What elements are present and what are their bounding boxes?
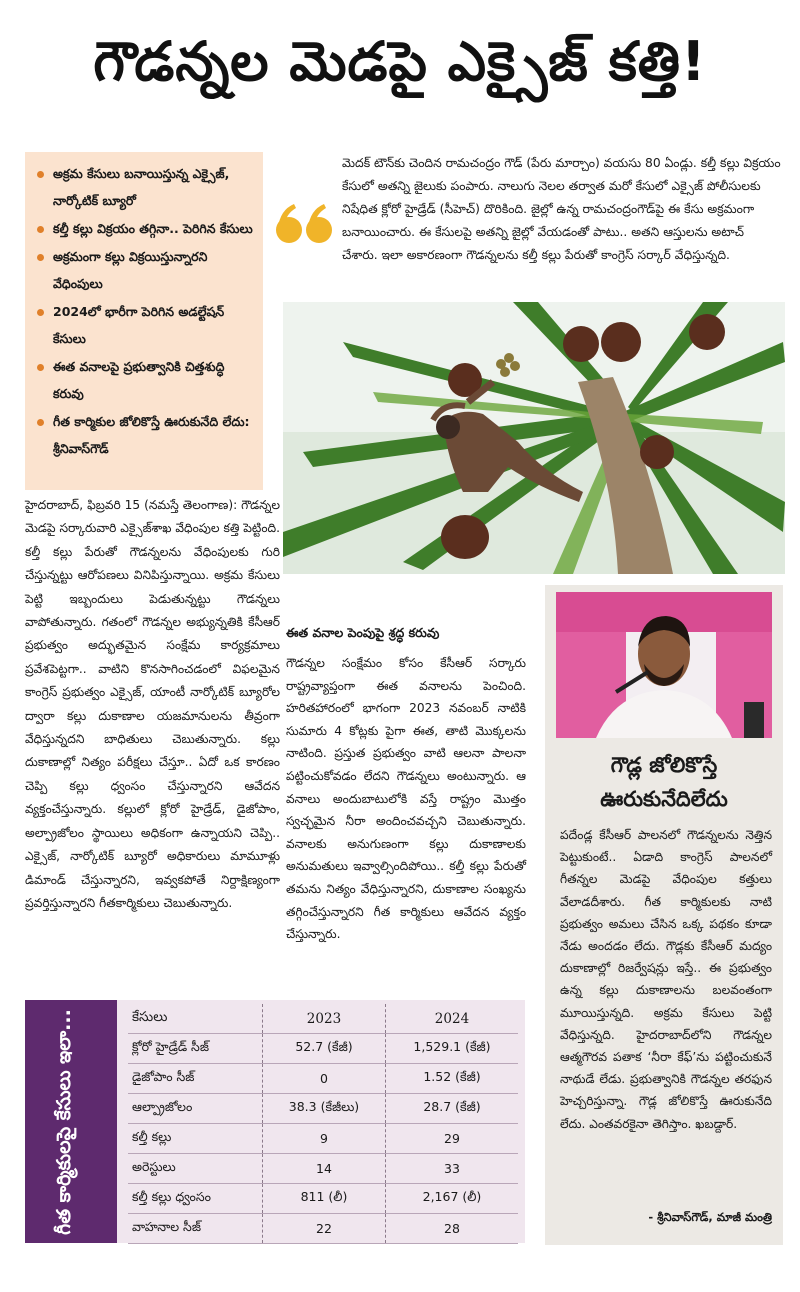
quote-text: మెదక్ టౌన్‌కు చెందిన రామచంద్రం గౌడ్ (పేరు మార్చాం) వయసు 80 ఏండ్లు. కల్తీ కల్లు విక్రయం కేసులో అతన్ని జైలుకు పంపారు. నాలుగు నెలల తర్వాత మరో కేసులో ఎక్సైజ్ పోలీసులకు నిషేధిత క్లోరో హైడ్రేడ్ (సీహెచ్) దొరికింది. జైల్లో ఉన్న రామచంద్రంగౌడ్‌పై ఈ కేసు అక్రమంగా బనాయించారు. ఈ కేసులపై అతన్ని జైల్లో వేయడంతో పాటు.. అతని ఆస్తులను అటాచ్ చేశారు. ఇలా అకారణంగా గౌడన్నలను కల్తీ కల్లు పేరుతో కాంగ్రెస్ సర్కార్ వేధిస్తున్నది. bbox=[342, 156, 781, 262]
table-cell: అరెస్టులు bbox=[128, 1154, 263, 1184]
subheading: ఈత వనాల పెంపుపై శ్రద్ధ కరువు bbox=[286, 625, 440, 640]
table-cell: 28 bbox=[385, 1214, 518, 1244]
stats-label: గీత కార్మికులపై కేసులు ఇలా... bbox=[53, 1009, 75, 1235]
table-cell: 2,167 (లీ) bbox=[385, 1184, 518, 1214]
table-cell: 811 (లీ) bbox=[263, 1184, 386, 1214]
bullet-icon bbox=[37, 171, 44, 178]
highlight-item: గీత కార్మికుల జోలికొస్తే ఊరుకునేది లేదు: శ్రీనివాస్‌గౌడ్ bbox=[35, 408, 257, 462]
table-cell: 29 bbox=[385, 1124, 518, 1154]
column-header: 2024 bbox=[385, 1004, 518, 1034]
bullet-icon bbox=[37, 419, 44, 426]
quote-marks-icon bbox=[272, 198, 336, 248]
table-row bbox=[128, 1094, 518, 1124]
table-cell: 1.52 (కేజీ) bbox=[385, 1064, 518, 1094]
bullet-icon bbox=[37, 254, 44, 261]
table-cell: కల్తీ కల్లు ధ్వంసం bbox=[128, 1184, 263, 1214]
column-header: కేసులు bbox=[128, 1004, 263, 1034]
stats-table bbox=[128, 1004, 518, 1244]
highlight-item: అక్రమ కేసులు బనాయిస్తున్న ఎక్సైజ్, నార్కోటిక్ బ్యూరో bbox=[35, 160, 257, 214]
table-cell: 14 bbox=[263, 1154, 386, 1184]
table-cell: 22 bbox=[263, 1214, 386, 1244]
side-box-text: పదేండ్ల కేసీఆర్ పాలనలో గౌడన్నలను నెత్తిన పెట్టుకుంటే.. ఏడాది కాంగ్రెస్ పాలనలో గీతన్నల మెడపై వేధింపుల కత్తులు వేలాడదీశారు. గీత కార్మికులకు నాటి ప్రభుత్వం అమలు చేసిన ఒక్క పథకం కూడా నేడు అందడం లేదు. గౌడ్లకు కేసీఆర్ మద్యం దుకాణాల్లో రిజర్వేషన్లు ఇస్తే.. ఈ ప్రభుత్వం ఉన్న కల్లు దుకాణాలను బలవంతంగా మూయిస్తున్నది. అక్రమ కేసులు పెట్టి వేధిస్తున్నది. హైదరాబాద్‌లోని గౌడన్నల ఆత్మగౌరవ పతాక ‘నీరా కేఫ్’ను పట్టించుకునే నాథుడే లేడు. ప్రభుత్వానికి గౌడన్నల తరఫున హెచ్చరిస్తున్నా. గౌడ్ల జోలికొస్తే ఊరుకునేది లేదు. ఎంతవరకైనా తెగిస్తాం. ఖబడ్దార్. bbox=[560, 828, 772, 1131]
table-cell: 0 bbox=[263, 1064, 386, 1094]
table-row bbox=[128, 1154, 518, 1184]
side-box-title: గౌడ్ల జోలికొస్తే ఊరుకునేదిలేదు bbox=[600, 753, 728, 811]
table-cell: ఆల్ప్రాజోలం bbox=[128, 1094, 263, 1124]
highlights-box bbox=[25, 152, 263, 490]
table-cell: 33 bbox=[385, 1154, 518, 1184]
table-cell: 28.7 (కేజీ) bbox=[385, 1094, 518, 1124]
table-cell: కల్తీ కల్లు bbox=[128, 1124, 263, 1154]
table-row bbox=[128, 1034, 518, 1064]
speaker-portrait bbox=[556, 592, 772, 738]
table-cell: 38.3 (కేజీలు) bbox=[263, 1094, 386, 1124]
table-row bbox=[128, 1214, 518, 1244]
table-row bbox=[128, 1184, 518, 1214]
table-cell: 1,529.1 (కేజీ) bbox=[385, 1034, 518, 1064]
palm-climber-photo bbox=[283, 302, 785, 574]
highlight-item: 2024లో భారీగా పెరిగిన అడల్టేషన్ కేసులు bbox=[35, 298, 257, 352]
bullet-icon bbox=[37, 364, 44, 371]
highlight-item: అక్రమంగా కల్లు విక్రయిస్తున్నారని వేధింపులు bbox=[35, 243, 257, 297]
table-cell: వాహనాల సీజ్ bbox=[128, 1214, 263, 1244]
table-row bbox=[128, 1064, 518, 1094]
table-cell: 9 bbox=[263, 1124, 386, 1154]
bullet-icon bbox=[37, 226, 44, 233]
table-cell: 52.7 (కేజీ) bbox=[263, 1034, 386, 1064]
side-box-signature: - శ్రీనివాస్‌గౌడ్, మాజీ మంత్రి bbox=[648, 1210, 772, 1224]
bullet-icon bbox=[37, 309, 44, 316]
article-body-col2: గౌడన్నల సంక్షేమం కోసం కేసీఆర్ సర్కారు రాష్ట్రవ్యాప్తంగా ఈత వనాలను పెంచింది. హరితహారంలో భాగంగా 2023 నవంబర్ నాటికి సుమారు 4 కోట్లకు పైగా ఈత, తాటి మొక్కలను నాటింది. ప్రస్తుత ప్రభుత్వం వాటి ఆలనా పాలనా పట్టించుకోవడం లేదని గౌడన్నలు అంటున్నారు. ఆ వనాలు అందుబాటులోకి వస్తే రాష్ట్రం మొత్తం స్వచ్ఛమైన నీరా అందించవచ్చని చెబుతున్నారు. వనాలకు అనుగుణంగా కల్లు దుకాణాలకు అనుమతులు ఇవ్వాల్సిందిపోయి.. కల్తీ కల్లు పేరుతో తమను నిత్యం వేధిస్తున్నారని, దుకాణాల సంఖ్యను తగ్గించేస్తున్నారని గీత కార్మికులు ఆవేదన వ్యక్తం చేస్తున్నారు. bbox=[286, 656, 526, 942]
table-cell: క్లోరో హైడ్రేడ్ సీజ్ bbox=[128, 1034, 263, 1064]
headline: గౌడన్నల మెడపై ఎక్సైజ్ కత్తి! bbox=[93, 30, 707, 93]
column-header: 2023 bbox=[263, 1004, 386, 1034]
article-body-col1: హైదరాబాద్, ఫిబ్రవరి 15 (నమస్తే తెలంగాణ): గౌడన్నల మెడపై సర్కారువారి ఎక్సైజ్‌శాఖ వేధింపుల కత్తి పెట్టింది. కల్తీ కల్లు పేరుతో గౌడన్నలను వేధింపులకు గురి చేస్తున్నట్టు ఆరోపణలు వినిపిస్తున్నాయి. అక్రమ కేసులు పెట్టి ఇబ్బందులు పెడుతున్నట్టు గౌడన్నలు వాపోతున్నారు. గతంలో గౌడన్నల అభ్యున్నతికి కేసీఆర్ ప్రభుత్వం అద్భుతమైన సంక్షేమ కార్యక్రమాలు ప్రవేశపెట్టగా.. వాటిని కొనసాగించడంలో విఫలమైన కాంగ్రెస్ ప్రభుత్వం ఎక్సైజ్, యాంటీ నార్కోటిక్ బ్యూరోల ద్వారా కల్లు దుకాణాల యజమానులను తీవ్రంగా వేధిస్తున్నదని బాధితులు చెబుతున్నారు. కల్లు దుకాణాల్లో నిత్యం పరీక్షలు చేస్తూ.. ఏదో ఒక కారణం చెప్పి కల్లు ధ్వంసం చేస్తున్నారని ఆవేదన వ్యక్తంచేస్తున్నారు. కల్లులో క్లోరో హైడ్రేడ్, డైజోపాం, అల్ప్రాజోలం స్థాయిలు అధికంగా ఉన్నాయని చెప్పి.. ఎక్సైజ్, నార్కోటిక్ బ్యూరో అధికారులు మామూళ్లు డిమాండ్ చేస్తున్నారని, ఇవ్వకపోతే నిర్దాక్షిణ్యంగా ప్రవర్తిస్తున్నారని గీతకార్మికులు చెబుతున్నారు. bbox=[25, 498, 280, 910]
table-header-row bbox=[128, 1004, 518, 1034]
table-row bbox=[128, 1124, 518, 1154]
highlight-item: ఈత వనాలపై ప్రభుత్వానికి చిత్తశుద్ధి కరువు bbox=[35, 353, 257, 407]
highlight-item: కల్తీ కల్లు విక్రయం తగ్గినా.. పెరిగిన కేసులు bbox=[35, 215, 257, 242]
table-cell: డైజోపాం సీజ్ bbox=[128, 1064, 263, 1094]
